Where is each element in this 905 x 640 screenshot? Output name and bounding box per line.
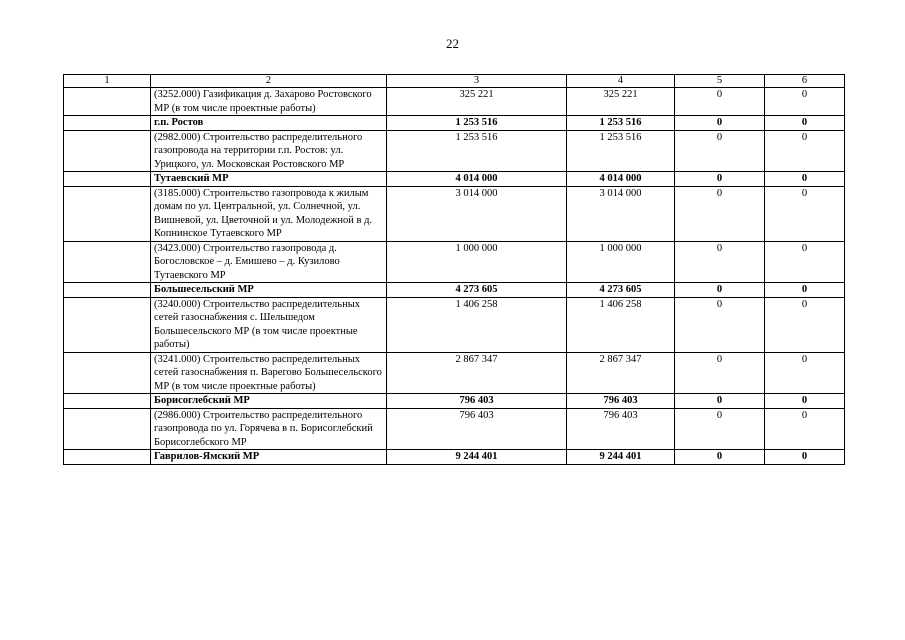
cell-col6: 0 (765, 186, 845, 241)
table-row-total (64, 172, 845, 187)
cell-col3: 4 273 605 (387, 283, 567, 298)
cell-col6: 0 (765, 283, 845, 298)
table-row (64, 130, 845, 172)
cell-col6: 0 (765, 450, 845, 465)
cell-col3: 2 867 347 (387, 352, 567, 394)
cell-col5: 0 (675, 116, 765, 131)
cell-col4: 796 403 (567, 394, 675, 409)
cell-col5: 0 (675, 352, 765, 394)
table-row-total (64, 283, 845, 298)
cell-col1 (64, 172, 151, 187)
cell-col3: 4 014 000 (387, 172, 567, 187)
cell-col1 (64, 450, 151, 465)
cell-col6: 0 (765, 394, 845, 409)
cell-col1 (64, 88, 151, 116)
table-row (64, 352, 845, 394)
page-number: 22 (446, 36, 459, 51)
cell-col5: 0 (675, 408, 765, 450)
header-cell-6: 6 (765, 75, 845, 88)
cell-col1 (64, 352, 151, 394)
cell-name: (3185.000) Строительство газопровода к жилым домам по ул. Центральной, ул. Солнечной, ул. Вишневой, ул. Цветочной и ул. Молодежной в д. Копнинское Тутаевского МР (151, 186, 387, 241)
cell-col5: 0 (675, 172, 765, 187)
cell-name: (3252.000) Газификация д. Захарово Ростовского МР (в том числе проектные работы) (151, 88, 387, 116)
cell-col1 (64, 116, 151, 131)
cell-col4: 325 221 (567, 88, 675, 116)
cell-col6: 0 (765, 88, 845, 116)
cell-name: (2982.000) Строительство распределительного газопровода на территории г.п. Ростов: ул. Урицкого, ул. Московская Ростовского МР (151, 130, 387, 172)
cell-col3: 1 253 516 (387, 130, 567, 172)
cell-col1 (64, 283, 151, 298)
table-row-total (64, 450, 845, 465)
cell-col1 (64, 186, 151, 241)
cell-col4: 1 000 000 (567, 241, 675, 283)
cell-col4: 1 253 516 (567, 130, 675, 172)
cell-col1 (64, 241, 151, 283)
table-row (64, 241, 845, 283)
cell-name: (2986.000) Строительство распределительного газопровода по ул. Горячева в п. Борисоглебский Борисоглебского МР (151, 408, 387, 450)
table-row (64, 186, 845, 241)
cell-col5: 0 (675, 394, 765, 409)
cell-col5: 0 (675, 186, 765, 241)
cell-col6: 0 (765, 172, 845, 187)
table-header-row (64, 75, 845, 88)
cell-col4: 796 403 (567, 408, 675, 450)
cell-col3: 1 000 000 (387, 241, 567, 283)
cell-col5: 0 (675, 130, 765, 172)
header-cell-5: 5 (675, 75, 765, 88)
header-cell-3: 3 (387, 75, 567, 88)
cell-col3: 1 253 516 (387, 116, 567, 131)
table-row (64, 297, 845, 352)
budget-table (63, 74, 845, 465)
cell-name: г.п. Ростов (151, 116, 387, 131)
cell-col4: 9 244 401 (567, 450, 675, 465)
cell-col5: 0 (675, 450, 765, 465)
cell-col6: 0 (765, 116, 845, 131)
cell-name: (3423.000) Строительство газопровода д. Богословское – д. Емишево – д. Кузилово Тутаевского МР (151, 241, 387, 283)
table-row (64, 88, 845, 116)
cell-name: Тутаевский МР (151, 172, 387, 187)
header-cell-1: 1 (64, 75, 151, 88)
cell-col3: 325 221 (387, 88, 567, 116)
cell-col1 (64, 130, 151, 172)
cell-name: (3241.000) Строительство распределительных сетей газоснабжения п. Варегово Большесельского МР (в том числе проектные работы) (151, 352, 387, 394)
cell-col3: 3 014 000 (387, 186, 567, 241)
cell-col4: 2 867 347 (567, 352, 675, 394)
cell-col1 (64, 297, 151, 352)
cell-col6: 0 (765, 297, 845, 352)
cell-col5: 0 (675, 283, 765, 298)
cell-col3: 9 244 401 (387, 450, 567, 465)
cell-col1 (64, 408, 151, 450)
table-row-total (64, 116, 845, 131)
cell-name: Большесельский МР (151, 283, 387, 298)
cell-col4: 1 406 258 (567, 297, 675, 352)
cell-col1 (64, 394, 151, 409)
cell-col4: 1 253 516 (567, 116, 675, 131)
cell-name: (3240.000) Строительство распределительных сетей газоснабжения с. Шельшедом Большесельского МР (в том числе проектные работы) (151, 297, 387, 352)
header-cell-2: 2 (151, 75, 387, 88)
cell-col5: 0 (675, 88, 765, 116)
cell-name: Гаврилов-Ямский МР (151, 450, 387, 465)
cell-col5: 0 (675, 297, 765, 352)
cell-col3: 796 403 (387, 408, 567, 450)
cell-col6: 0 (765, 241, 845, 283)
cell-col3: 796 403 (387, 394, 567, 409)
cell-col4: 4 273 605 (567, 283, 675, 298)
cell-name: Борисоглебский МР (151, 394, 387, 409)
table-row (64, 408, 845, 450)
cell-col3: 1 406 258 (387, 297, 567, 352)
cell-col4: 3 014 000 (567, 186, 675, 241)
cell-col6: 0 (765, 408, 845, 450)
cell-col6: 0 (765, 130, 845, 172)
cell-col6: 0 (765, 352, 845, 394)
cell-col4: 4 014 000 (567, 172, 675, 187)
header-cell-4: 4 (567, 75, 675, 88)
cell-col5: 0 (675, 241, 765, 283)
table-row-total (64, 394, 845, 409)
